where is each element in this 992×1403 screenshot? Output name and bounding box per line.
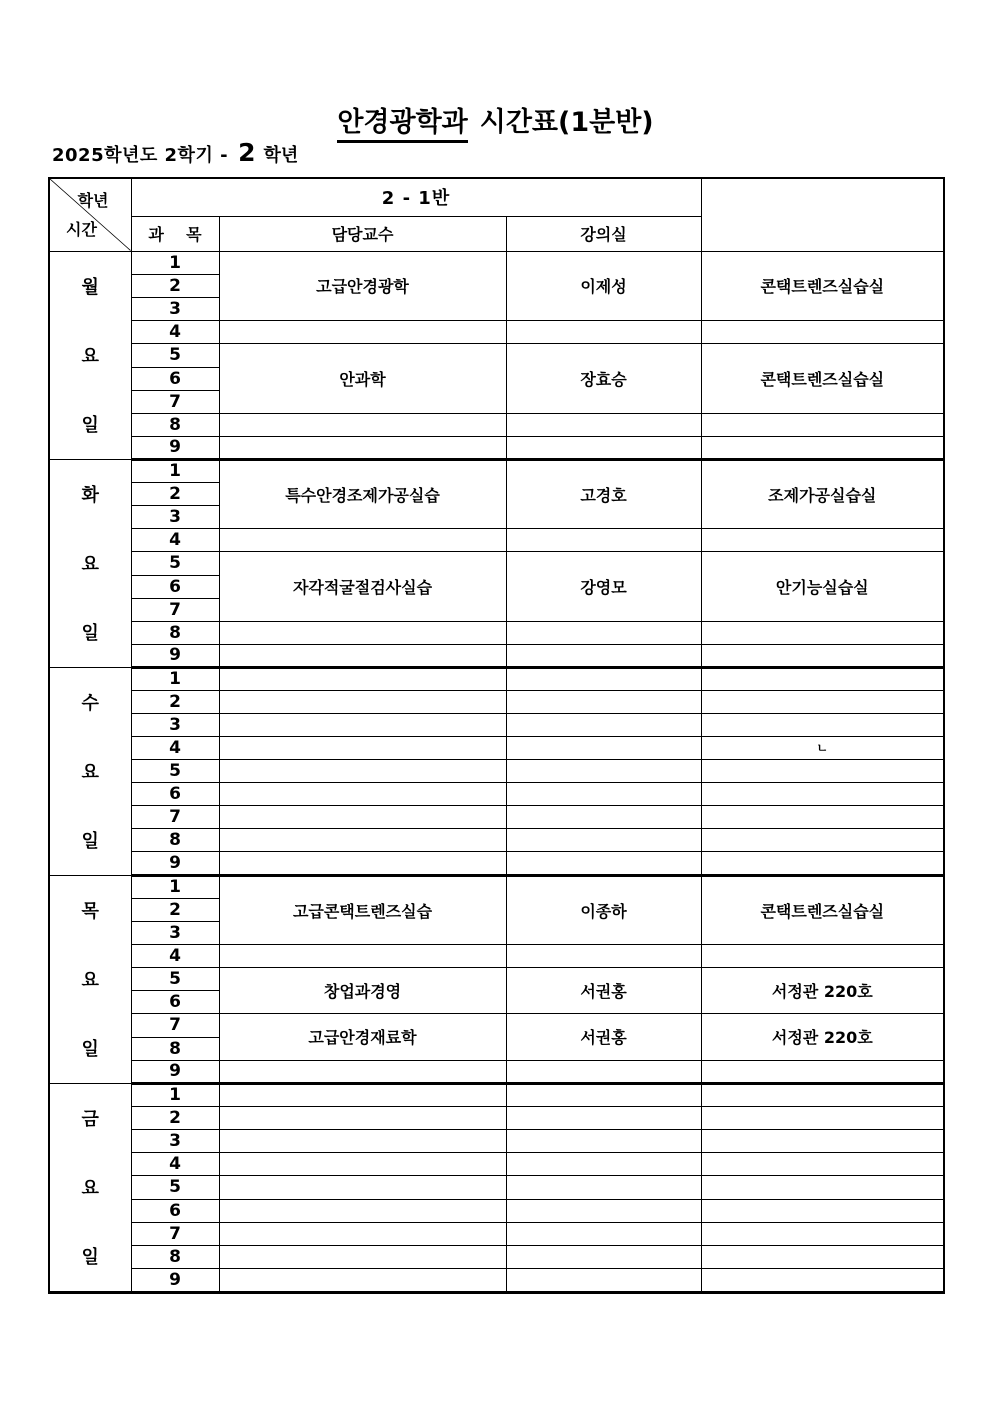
subject-cell bbox=[219, 783, 506, 806]
period-cell: 7 bbox=[131, 1222, 219, 1245]
period-cell: 1 bbox=[131, 667, 219, 690]
subject-cell bbox=[219, 829, 506, 852]
professor-cell bbox=[506, 644, 701, 667]
period-cell: 1 bbox=[131, 251, 219, 274]
professor-cell bbox=[506, 667, 701, 690]
day-label: 월 bbox=[81, 277, 99, 298]
corner-label-time: 시간 bbox=[66, 219, 97, 239]
classroom-cell bbox=[701, 713, 944, 736]
classroom-cell: 조제가공실습실 bbox=[701, 459, 944, 528]
subject-cell: 고급안경재료학 bbox=[219, 1014, 506, 1061]
period-cell: 6 bbox=[131, 575, 219, 598]
professor-cell: 강영모 bbox=[506, 551, 701, 621]
period-cell: 4 bbox=[131, 528, 219, 551]
classroom-cell bbox=[701, 759, 944, 782]
classroom-cell bbox=[701, 667, 944, 690]
timetable bbox=[48, 177, 945, 1294]
subject-cell bbox=[219, 644, 506, 667]
subject-cell bbox=[219, 1129, 506, 1152]
period-cell: 3 bbox=[131, 921, 219, 944]
subject-cell bbox=[219, 1222, 506, 1245]
period-cell: 3 bbox=[131, 1129, 219, 1152]
subject-cell bbox=[219, 320, 506, 343]
subject-cell bbox=[219, 736, 506, 759]
classroom-cell bbox=[701, 1199, 944, 1222]
day-label: 일 bbox=[81, 415, 99, 436]
professor-cell bbox=[506, 690, 701, 713]
corner-cell bbox=[49, 178, 131, 251]
classroom-cell bbox=[701, 1153, 944, 1176]
page-title-rest: 시간표(1분반) bbox=[479, 107, 654, 138]
period-cell: 3 bbox=[131, 505, 219, 528]
day-label: 금 bbox=[81, 1109, 99, 1130]
professor-cell bbox=[506, 621, 701, 644]
professor-cell: 이종하 bbox=[506, 875, 701, 944]
classroom-cell: 서정관 220호 bbox=[701, 967, 944, 1014]
classroom-cell bbox=[701, 1269, 944, 1292]
classroom-cell: 서정관 220호 bbox=[701, 1014, 944, 1061]
subject-cell bbox=[219, 667, 506, 690]
period-cell: 6 bbox=[131, 783, 219, 806]
professor-cell bbox=[506, 1106, 701, 1129]
classroom-cell: 안기능실습실 bbox=[701, 551, 944, 621]
column-header-classroom: 강의실 bbox=[506, 216, 701, 251]
period-cell: 2 bbox=[131, 274, 219, 297]
day-label: 요 bbox=[81, 1178, 99, 1199]
professor-cell bbox=[506, 759, 701, 782]
subtitle-grade-number: 2 bbox=[238, 138, 256, 167]
subject-cell bbox=[219, 1269, 506, 1292]
period-cell: 7 bbox=[131, 1014, 219, 1038]
classroom-cell: 콘택트렌즈실습실 bbox=[701, 251, 944, 320]
classroom-cell bbox=[701, 806, 944, 829]
professor-cell bbox=[506, 436, 701, 459]
period-cell: 8 bbox=[131, 1037, 219, 1060]
period-cell: 4 bbox=[131, 320, 219, 343]
professor-cell bbox=[506, 1083, 701, 1106]
professor-cell: 고경호 bbox=[506, 459, 701, 528]
period-cell: 3 bbox=[131, 713, 219, 736]
subject-cell bbox=[219, 713, 506, 736]
classroom-cell bbox=[701, 690, 944, 713]
subject-cell: 특수안경조제가공실습 bbox=[219, 459, 506, 528]
period-cell: 5 bbox=[131, 967, 219, 991]
period-cell: 4 bbox=[131, 1153, 219, 1176]
professor-cell: 장효승 bbox=[506, 343, 701, 413]
professor-cell bbox=[506, 829, 701, 852]
subject-cell bbox=[219, 1176, 506, 1199]
period-cell: 7 bbox=[131, 598, 219, 621]
period-cell: 6 bbox=[131, 991, 219, 1014]
day-cell bbox=[49, 1083, 131, 1292]
day-label: 요 bbox=[81, 762, 99, 783]
professor-cell bbox=[506, 528, 701, 551]
classroom-cell bbox=[701, 413, 944, 436]
professor-cell: 이제성 bbox=[506, 251, 701, 320]
professor-cell bbox=[506, 320, 701, 343]
period-cell: 2 bbox=[131, 482, 219, 505]
classroom-cell: 콘택트렌즈실습실 bbox=[701, 875, 944, 944]
subject-cell bbox=[219, 528, 506, 551]
subject-cell bbox=[219, 759, 506, 782]
subject-cell bbox=[219, 1246, 506, 1269]
subtitle-grade-label: 학년 bbox=[263, 145, 299, 166]
period-cell: 2 bbox=[131, 1106, 219, 1129]
classroom-cell bbox=[701, 1222, 944, 1245]
professor-cell bbox=[506, 1222, 701, 1245]
period-cell: 5 bbox=[131, 759, 219, 782]
corner-label-grade: 학년 bbox=[77, 191, 109, 210]
professor-cell bbox=[506, 1246, 701, 1269]
period-cell: 8 bbox=[131, 829, 219, 852]
period-cell: 9 bbox=[131, 852, 219, 875]
period-cell: 3 bbox=[131, 297, 219, 320]
day-label: 화 bbox=[81, 485, 99, 506]
period-cell: 9 bbox=[131, 1269, 219, 1292]
classroom-cell bbox=[701, 528, 944, 551]
period-cell: 1 bbox=[131, 1083, 219, 1106]
period-cell: 8 bbox=[131, 413, 219, 436]
period-cell: 7 bbox=[131, 806, 219, 829]
professor-cell bbox=[506, 713, 701, 736]
period-cell: 4 bbox=[131, 944, 219, 967]
professor-cell bbox=[506, 783, 701, 806]
classroom-cell bbox=[701, 1083, 944, 1106]
period-cell: 9 bbox=[131, 436, 219, 459]
period-cell: 4 bbox=[131, 736, 219, 759]
classroom-cell bbox=[701, 852, 944, 875]
day-label: 요 bbox=[81, 970, 99, 991]
professor-cell bbox=[506, 1153, 701, 1176]
day-label: 요 bbox=[81, 554, 99, 575]
classroom-cell bbox=[701, 1060, 944, 1083]
period-cell: 2 bbox=[131, 898, 219, 921]
subject-cell bbox=[219, 806, 506, 829]
professor-cell bbox=[506, 1199, 701, 1222]
professor-cell bbox=[506, 1060, 701, 1083]
day-cell bbox=[49, 875, 131, 1083]
professor-cell bbox=[506, 852, 701, 875]
classroom-cell bbox=[701, 783, 944, 806]
page-title bbox=[48, 100, 943, 139]
day-cell bbox=[49, 251, 131, 459]
classroom-cell bbox=[701, 436, 944, 459]
subject-cell: 창업과경영 bbox=[219, 967, 506, 1014]
subject-cell: 고급콘택트렌즈실습 bbox=[219, 875, 506, 944]
class-header-cell: 2 - 1반 bbox=[131, 178, 701, 216]
professor-cell bbox=[506, 944, 701, 967]
day-label: 요 bbox=[81, 346, 99, 367]
professor-cell bbox=[506, 736, 701, 759]
period-cell: 5 bbox=[131, 1176, 219, 1199]
professor-cell bbox=[506, 806, 701, 829]
subtitle-term: 2025학년도 2학기 - bbox=[52, 145, 229, 166]
subject-cell: 고급안경광학 bbox=[219, 251, 506, 320]
subject-cell bbox=[219, 852, 506, 875]
stray-note-cell: ㄴ bbox=[701, 736, 944, 759]
subject-cell bbox=[219, 1060, 506, 1083]
subject-cell bbox=[219, 1083, 506, 1106]
professor-cell: 서권홍 bbox=[506, 1014, 701, 1061]
subject-cell bbox=[219, 690, 506, 713]
classroom-cell bbox=[701, 1129, 944, 1152]
subject-cell: 자각적굴절검사실습 bbox=[219, 551, 506, 621]
period-cell: 8 bbox=[131, 1246, 219, 1269]
subject-cell bbox=[219, 1153, 506, 1176]
period-cell: 8 bbox=[131, 621, 219, 644]
page-title-department: 안경광학과 bbox=[337, 107, 467, 143]
period-cell: 9 bbox=[131, 1060, 219, 1083]
column-header-subject: 과 목 bbox=[131, 216, 219, 251]
period-cell: 7 bbox=[131, 390, 219, 413]
professor-cell bbox=[506, 1129, 701, 1152]
classroom-cell bbox=[701, 944, 944, 967]
professor-cell bbox=[506, 413, 701, 436]
day-cell bbox=[49, 667, 131, 875]
day-label: 수 bbox=[81, 693, 99, 714]
classroom-cell bbox=[701, 1246, 944, 1269]
day-label: 일 bbox=[81, 1039, 99, 1060]
period-cell: 6 bbox=[131, 1199, 219, 1222]
day-label: 일 bbox=[81, 1247, 99, 1268]
classroom-cell: 콘택트렌즈실습실 bbox=[701, 343, 944, 413]
subject-cell bbox=[219, 1106, 506, 1129]
professor-cell: 서권홍 bbox=[506, 967, 701, 1014]
period-cell: 5 bbox=[131, 551, 219, 575]
day-label: 일 bbox=[81, 623, 99, 644]
subtitle bbox=[52, 138, 298, 170]
period-cell: 5 bbox=[131, 343, 219, 367]
column-header-professor: 담당교수 bbox=[219, 216, 506, 251]
classroom-cell bbox=[701, 829, 944, 852]
classroom-cell bbox=[701, 621, 944, 644]
classroom-cell bbox=[701, 320, 944, 343]
subject-cell bbox=[219, 621, 506, 644]
subject-cell: 안과학 bbox=[219, 343, 506, 413]
subject-cell bbox=[219, 413, 506, 436]
period-cell: 9 bbox=[131, 644, 219, 667]
period-cell: 2 bbox=[131, 690, 219, 713]
subject-cell bbox=[219, 436, 506, 459]
day-cell bbox=[49, 459, 131, 667]
classroom-cell bbox=[701, 1106, 944, 1129]
day-label: 목 bbox=[81, 901, 99, 922]
period-cell: 1 bbox=[131, 875, 219, 898]
period-cell: 1 bbox=[131, 459, 219, 482]
classroom-cell bbox=[701, 644, 944, 667]
day-label: 일 bbox=[81, 831, 99, 852]
subject-cell bbox=[219, 1199, 506, 1222]
classroom-cell bbox=[701, 1176, 944, 1199]
subject-cell bbox=[219, 944, 506, 967]
professor-cell bbox=[506, 1176, 701, 1199]
period-cell: 6 bbox=[131, 367, 219, 390]
professor-cell bbox=[506, 1269, 701, 1292]
